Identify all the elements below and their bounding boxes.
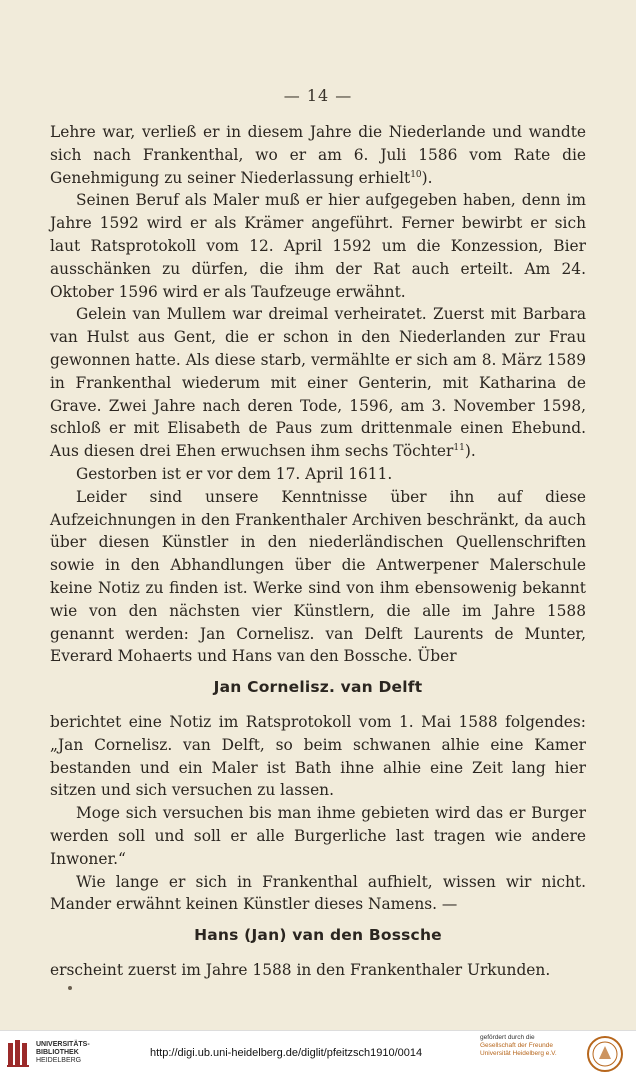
- library-logo-icon: [6, 1037, 34, 1069]
- footnote-ref-11: 11: [453, 443, 465, 454]
- university-seal-icon: [586, 1035, 624, 1073]
- paragraph-4: Gestorben ist er vor dem 17. April 1611.: [76, 464, 393, 483]
- footer-bar: [0, 1030, 636, 1076]
- sponsor-credit: gefördert durch die Gesellschaft der Freunde Universität Heidelberg e.V.: [480, 1034, 557, 1057]
- section-heading-jan-cornelisz: Jan Cornelisz. van Delft: [213, 678, 423, 697]
- section-1-paragraph-1: berichtet eine Notiz im Ratsprotokoll vom 1. Mai 1588 folgendes: „Jan Cornelisz. van Delft, so beim schwanen alhie eine Kamer bestanden und ein Maler ist Bath ihne alhie eine Zeit lang hier sitzen und sich versuchen zu lassen.: [50, 712, 586, 800]
- section-heading-hans-van-den-bossche: Hans (Jan) van den Bossche: [194, 926, 442, 945]
- section-2-paragraph-1: erscheint zuerst im Jahre 1588 in den Frankenthaler Urkunden.: [50, 960, 551, 979]
- body-text: [50, 121, 586, 982]
- paragraph-5: Leider sind unsere Kenntnisse über ihn auf diese Aufzeichnungen in den Frankenthaler Archiven beschränkt, da auch über diesen Künstler in den niederländischen Quellenschriften sowie in den Abhandlungen über die Antwerpener Malerschule keine Notiz zu finden ist. Werke sind von ihm ebensowenig bekannt wie von den nächsten vier Künstlern, die alle im Jahre 1588 genannt werden: Jan Cornelisz. van Delft Laurents de Munter, Everard Mohaerts und Hans van den Bossche. Über: [50, 487, 586, 666]
- page-speck: [68, 986, 72, 990]
- library-name: UNIVERSITÄTS- BIBLIOTHEK HEIDELBERG: [36, 1041, 90, 1064]
- paragraph-1: Lehre war, verließ er in diesem Jahre die Niederlande und wandte sich nach Frankenthal, wo er am 6. Juli 1586 vom Rate die Genehmigung zu seiner Niederlassung erhielt$^{10}$).: [50, 123, 586, 187]
- section-1-paragraph-2: Moge sich versuchen bis man ihme gebieten wird das er Burger werden soll und soll er alle Burgerliche last tragen wie andere Inwoner.“: [50, 804, 586, 868]
- permalink-url[interactable]: http://digi.ub.uni-heidelberg.de/diglit/pfeitzsch1910/0014: [150, 1047, 423, 1059]
- section-1-paragraph-3: Wie lange er sich in Frankenthal aufhielt, wissen wir nicht. Mander erwähnt keinen Künstler dieses Namens. —: [50, 872, 586, 914]
- footnote-ref-10: 10: [410, 169, 422, 180]
- paragraph-3: Gelein van Mullem war dreimal verheiratet. Zuerst mit Barbara van Hulst aus Gent, die er schon in den Niederlanden zur Frau gewonnen hatte. Als diese starb, vermählte er sich am 8. März 1589 in Frankenthal wiederum mit einer Genterin, mit Katharina de Grave. Zwei Jahre nach deren Tode, 1596, am 3. November 1598, schloß er mit Elisabeth de Paus zum drittenmale einen Ehebund. Aus diesen drei Ehen erwuchsen ihm sechs Töchter$^{11}$).: [50, 305, 586, 461]
- paragraph-2: Seinen Beruf als Maler muß er hier aufgegeben haben, denn im Jahre 1592 wird er als Krämer angeführt. Ferner bewirbt er sich laut Ratsprotokoll vom 12. April 1592 um die Konzession, Bier ausschänken zu dürfen, die ihm der Rat auch erteilt. Am 24. Oktober 1596 wird er als Taufzeuge erwähnt.: [50, 191, 586, 301]
- page-number: — 14 —: [283, 86, 353, 105]
